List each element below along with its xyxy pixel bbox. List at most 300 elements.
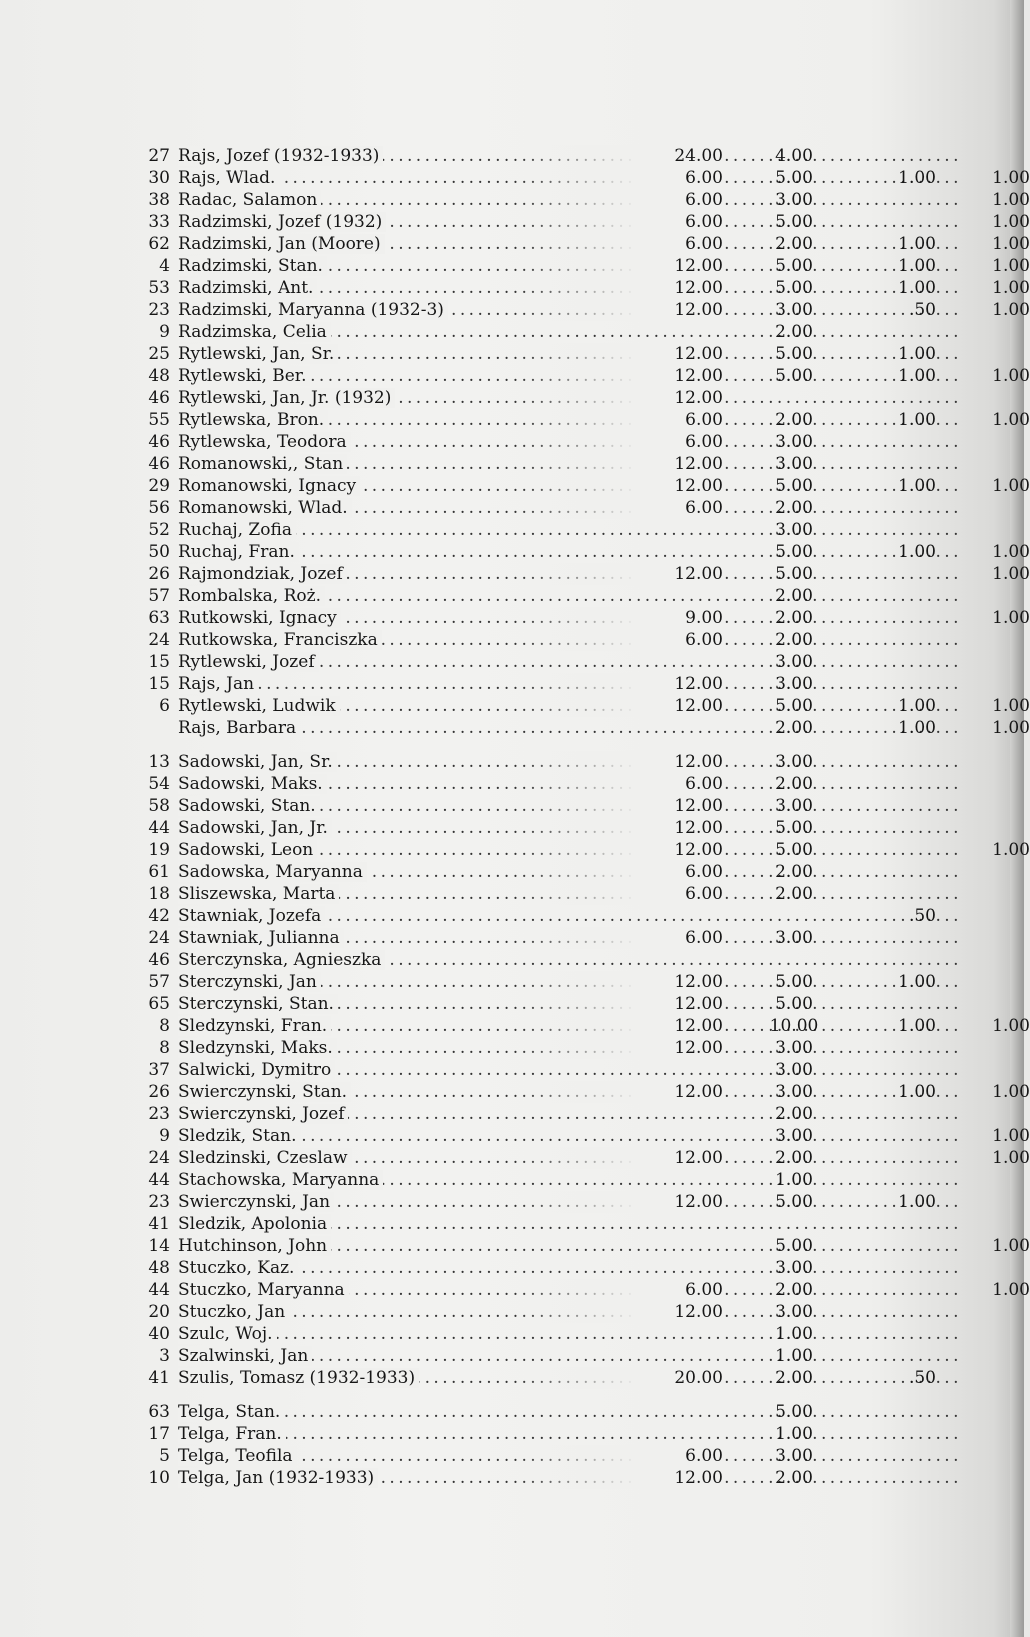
annual-dues-value: 6.00 [685, 884, 723, 904]
member-name: Swierczynski, Jozef [178, 1104, 348, 1124]
contribution-col2: 3.00 [775, 1126, 813, 1146]
member-number: 48 [148, 1258, 170, 1278]
annual-dues-value: 12.00 [674, 796, 723, 816]
member-name-cell [178, 949, 723, 971]
contribution-col2: 1.00 [775, 1346, 813, 1366]
member-number: 6 [159, 696, 170, 716]
member-number: 63 [148, 608, 170, 628]
annual-dues [518, 795, 723, 817]
annual-dues [518, 167, 723, 189]
contribution-col2: 1.00 [775, 1424, 813, 1444]
ledger-row [138, 167, 1030, 189]
annual-dues [518, 497, 723, 519]
member-number: 50 [148, 542, 170, 562]
annual-dues-value: 6.00 [685, 212, 723, 232]
ledger-row [138, 695, 1030, 717]
member-number: 3 [159, 1346, 170, 1366]
contribution-col4: 1.00 [992, 840, 1030, 860]
member-name: Romanowski,, Stan [178, 454, 347, 474]
contribution-col4: 1.00 [992, 476, 1030, 496]
annual-dues [518, 1301, 723, 1323]
member-number: 23 [148, 1104, 170, 1124]
contribution-col2: 5.00 [775, 476, 813, 496]
member-name-cell [178, 1103, 723, 1125]
member-name-cell [178, 1059, 723, 1081]
contribution-col2: 5.00 [775, 564, 813, 584]
annual-dues [518, 673, 723, 695]
member-number: 26 [148, 564, 170, 584]
ledger-row [138, 1037, 938, 1059]
member-name: Sterczynska, Agnieszka [178, 950, 385, 970]
member-name: Swierczynski, Stan. [178, 1082, 351, 1102]
annual-dues-value: 9.00 [685, 608, 723, 628]
annual-dues [518, 233, 723, 255]
member-number: 57 [148, 972, 170, 992]
contribution-col2: 2.00 [775, 1148, 813, 1168]
member-name: Hutchinson, John [178, 1236, 331, 1256]
ledger-row [138, 1445, 938, 1467]
member-name: Sadowska, Maryanna [178, 862, 367, 882]
annual-dues [518, 387, 723, 409]
member-name: Rajs, Barbara [178, 718, 300, 738]
member-name: Sledzinski, Czeslaw [178, 1148, 352, 1168]
annual-dues [518, 629, 723, 651]
member-name: Szulis, Tomasz (1932-1933) [178, 1368, 419, 1388]
member-number: 44 [148, 1170, 170, 1190]
contribution-col2: 3.00 [775, 520, 813, 540]
contribution-col2: 2.00 [775, 774, 813, 794]
member-name: Radzimski, Maryanna (1932-3) [178, 300, 448, 320]
member-name: Rutkowska, Franciszka [178, 630, 382, 650]
annual-dues [518, 607, 723, 629]
member-name-cell [178, 1257, 723, 1279]
member-name-cell [178, 321, 723, 343]
contribution-col2: 1.00 [775, 1324, 813, 1344]
annual-dues [518, 255, 723, 277]
annual-dues [518, 883, 723, 905]
annual-dues-value: 12.00 [674, 1302, 723, 1322]
ledger-row [138, 717, 1030, 739]
ledger-row [138, 883, 938, 905]
member-name: Sadowski, Stan. [178, 796, 320, 816]
member-number: 44 [148, 818, 170, 838]
member-name: Rutkowski, Ignacy [178, 608, 341, 628]
ledger-row [138, 1191, 938, 1213]
ledger-row [138, 927, 938, 949]
contribution-col4: 1.00 [992, 410, 1030, 430]
member-number: 53 [148, 278, 170, 298]
ledger-row [138, 1345, 938, 1367]
contribution-col2: 5.00 [775, 818, 813, 838]
contribution-col2: 5.00 [775, 542, 813, 562]
annual-dues-value: 12.00 [674, 1016, 723, 1036]
annual-dues-value: 12.00 [674, 1192, 723, 1212]
annual-dues-value: 12.00 [674, 1148, 723, 1168]
member-number: 46 [148, 454, 170, 474]
contribution-col4: 1.00 [992, 168, 1030, 188]
member-number: 58 [148, 796, 170, 816]
annual-dues-value: 12.00 [674, 278, 723, 298]
ledger-row [138, 1467, 938, 1489]
member-number: 4 [159, 256, 170, 276]
ledger-row [138, 1103, 938, 1125]
contribution-col2: 2.00 [775, 322, 813, 342]
ledger-row [138, 1169, 938, 1191]
ledger-row [138, 949, 938, 971]
annual-dues [518, 751, 723, 773]
contribution-col3: 1.00 [898, 1016, 936, 1036]
annual-dues-value: 6.00 [685, 410, 723, 430]
ledger-row [138, 651, 938, 673]
annual-dues-value: 6.00 [685, 1280, 723, 1300]
ledger-row [138, 673, 938, 695]
annual-dues [518, 773, 723, 795]
contribution-col2: 3.00 [775, 674, 813, 694]
member-name: Rytlewski, Jan, Sr. [178, 344, 338, 364]
contribution-col3: .50 [908, 906, 936, 926]
contribution-col2: 2.00 [775, 586, 813, 606]
member-name: Sledzynski, Maks. [178, 1038, 337, 1058]
annual-dues-value: 12.00 [674, 256, 723, 276]
member-number: 17 [148, 1424, 170, 1444]
annual-dues-value: 6.00 [685, 168, 723, 188]
contribution-col2: 5.00 [775, 972, 813, 992]
contribution-col4: 1.00 [992, 564, 1030, 584]
member-name: Telga, Jan (1932-1933) [178, 1468, 378, 1488]
ledger-row [138, 255, 1030, 277]
member-name: Sadowski, Jan, Sr. [178, 752, 337, 772]
member-name-cell [178, 1323, 723, 1345]
annual-dues-value: 12.00 [674, 366, 723, 386]
ledger-row [138, 1323, 938, 1345]
member-name: Szulc, Woj. [178, 1324, 277, 1344]
ledger-row [138, 1257, 938, 1279]
contribution-col3: 1.00 [898, 476, 936, 496]
annual-dues [518, 145, 723, 167]
annual-dues [518, 1037, 723, 1059]
annual-dues-value: 12.00 [674, 674, 723, 694]
member-name-cell [178, 519, 723, 541]
contribution-col3: 1.00 [898, 366, 936, 386]
ledger-row [138, 145, 938, 167]
contribution-col2: 5.00 [775, 696, 813, 716]
ledger-row [138, 1213, 938, 1235]
annual-dues-value: 12.00 [674, 1038, 723, 1058]
contribution-col3: 1.00 [898, 1192, 936, 1212]
member-number: 46 [148, 388, 170, 408]
contribution-col2: 5.00 [775, 212, 813, 232]
member-name-cell [178, 1169, 723, 1191]
annual-dues-value: 12.00 [674, 1082, 723, 1102]
member-number: 27 [148, 146, 170, 166]
member-number: 9 [159, 1126, 170, 1146]
contribution-col2: 3.00 [775, 190, 813, 210]
annual-dues [518, 695, 723, 717]
ledger-row [138, 1301, 938, 1323]
contribution-col3: 1.00 [898, 234, 936, 254]
contribution-col4: 1.00 [992, 212, 1030, 232]
ledger-row [138, 861, 938, 883]
member-number: 63 [148, 1402, 170, 1422]
member-name: Sliszewska, Marta [178, 884, 339, 904]
member-name: Radac, Salamon [178, 190, 321, 210]
contribution-col2: 2.00 [775, 234, 813, 254]
member-number: 55 [148, 410, 170, 430]
member-name: Rajmondziak, Jozef [178, 564, 347, 584]
member-number: 23 [148, 300, 170, 320]
annual-dues [518, 453, 723, 475]
annual-dues [518, 1279, 723, 1301]
ledger-row [138, 1401, 938, 1423]
ledger-row [138, 1235, 1030, 1257]
contribution-col2: 2.00 [775, 630, 813, 650]
ledger-row [138, 817, 938, 839]
member-number: 65 [148, 994, 170, 1014]
contribution-col3: 1.00 [898, 168, 936, 188]
member-name: Sadowski, Jan, Jr. [178, 818, 332, 838]
member-name: Romanowski, Wlad. [178, 498, 352, 518]
contribution-col3: 1.00 [898, 972, 936, 992]
annual-dues [518, 1015, 723, 1037]
annual-dues-value: 12.00 [674, 454, 723, 474]
member-number: 56 [148, 498, 170, 518]
annual-dues-value: 6.00 [685, 190, 723, 210]
member-name: Stuczko, Kaz. [178, 1258, 298, 1278]
member-name: Stuczko, Maryanna [178, 1280, 349, 1300]
member-name-cell [178, 717, 723, 739]
member-name: Rytlewska, Teodora [178, 432, 351, 452]
contribution-col2: 3.00 [775, 796, 813, 816]
annual-dues [518, 971, 723, 993]
annual-dues [518, 839, 723, 861]
contribution-col2: 2.00 [775, 884, 813, 904]
contribution-col2: 2.00 [775, 718, 813, 738]
contribution-col2: 3.00 [775, 1082, 813, 1102]
ledger-row [138, 277, 1030, 299]
contribution-col2: 5.00 [775, 1236, 813, 1256]
member-number: 44 [148, 1280, 170, 1300]
member-number: 46 [148, 432, 170, 452]
member-name: Sterczynski, Jan [178, 972, 321, 992]
member-name: Romanowski, Ignacy [178, 476, 360, 496]
member-name: Ruchaj, Zofia [178, 520, 296, 540]
contribution-col2: 3.00 [775, 1258, 813, 1278]
contribution-col3: 1.00 [898, 278, 936, 298]
member-name: Rytlewski, Ber. [178, 366, 310, 386]
ledger-row [138, 563, 1030, 585]
contribution-col3: 1.00 [898, 718, 936, 738]
contribution-col3: 1.00 [898, 344, 936, 364]
annual-dues [518, 1081, 723, 1103]
member-number: 10 [148, 1468, 170, 1488]
annual-dues [518, 431, 723, 453]
ledger-row [138, 1015, 1030, 1037]
member-name: Sledzik, Stan. [178, 1126, 301, 1146]
ledger-row [138, 1423, 938, 1445]
ledger-row [138, 299, 1030, 321]
member-number: 33 [148, 212, 170, 232]
ledger-row [138, 189, 1030, 211]
annual-dues-value: 6.00 [685, 1446, 723, 1466]
member-name-cell [178, 905, 723, 927]
member-number: 14 [148, 1236, 170, 1256]
annual-dues [518, 563, 723, 585]
annual-dues-value: 12.00 [674, 840, 723, 860]
member-number: 54 [148, 774, 170, 794]
contribution-col4: 1.00 [992, 1148, 1030, 1168]
annual-dues [518, 189, 723, 211]
member-name: Stawniak, Julianna [178, 928, 344, 948]
member-number: 9 [159, 322, 170, 342]
contribution-col2: 3.00 [775, 652, 813, 672]
member-name: Sledzik, Apolonia [178, 1214, 331, 1234]
member-number: 15 [148, 652, 170, 672]
ledger-row [138, 387, 938, 409]
contribution-col3: 1.00 [898, 256, 936, 276]
member-name: Rajs, Wlad. [178, 168, 279, 188]
member-name: Telga, Teofila [178, 1446, 297, 1466]
contribution-col2: 3.00 [775, 300, 813, 320]
ledger-row [138, 541, 1030, 563]
member-number: 42 [148, 906, 170, 926]
member-name: Stawniak, Jozefa [178, 906, 325, 926]
contribution-col2: 3.00 [775, 1038, 813, 1058]
annual-dues [518, 365, 723, 387]
annual-dues-value: 12.00 [674, 564, 723, 584]
annual-dues [518, 861, 723, 883]
annual-dues [518, 343, 723, 365]
annual-dues-value: 6.00 [685, 862, 723, 882]
ledger-row [138, 751, 938, 773]
contribution-col4: 1.00 [992, 696, 1030, 716]
ledger-row [138, 519, 938, 541]
ledger-row [138, 607, 1030, 629]
contribution-col2: 2.00 [775, 1368, 813, 1388]
contribution-col3: 1.00 [898, 542, 936, 562]
annual-dues-value: 6.00 [685, 928, 723, 948]
annual-dues-value: 6.00 [685, 498, 723, 518]
contribution-col2: 5.00 [775, 344, 813, 364]
ledger-row [138, 1081, 1030, 1103]
member-name-cell [178, 541, 723, 563]
contribution-col4: 1.00 [992, 190, 1030, 210]
member-name: Sadowski, Leon [178, 840, 317, 860]
ledger-row [138, 993, 938, 1015]
member-name-cell [178, 585, 723, 607]
member-number: 23 [148, 1192, 170, 1212]
ledger-row [138, 343, 938, 365]
member-name: Telga, Fran. [178, 1424, 286, 1444]
annual-dues [518, 817, 723, 839]
ledger-row [138, 233, 1030, 255]
ledger-row [138, 629, 938, 651]
member-number: 18 [148, 884, 170, 904]
contribution-col2: 2.00 [775, 1280, 813, 1300]
contribution-col2: 1.00 [775, 1170, 813, 1190]
contribution-col2: 5.00 [775, 168, 813, 188]
contribution-col2: 3.00 [775, 928, 813, 948]
member-number: 52 [148, 520, 170, 540]
member-name: Szalwinski, Jan [178, 1346, 312, 1366]
member-number: 24 [148, 1148, 170, 1168]
member-number: 37 [148, 1060, 170, 1080]
annual-dues-value: 12.00 [674, 994, 723, 1014]
annual-dues-value: 6.00 [685, 774, 723, 794]
ledger-row [138, 431, 938, 453]
member-number: 8 [159, 1038, 170, 1058]
annual-dues-value: 12.00 [674, 752, 723, 772]
ledger-row [138, 321, 938, 343]
member-name: Radzimska, Celia [178, 322, 331, 342]
annual-dues [518, 409, 723, 431]
member-name: Radzimski, Jan (Moore) [178, 234, 385, 254]
member-number: 24 [148, 928, 170, 948]
annual-dues-value: 12.00 [674, 972, 723, 992]
member-name-cell [178, 1401, 723, 1423]
member-number: 62 [148, 234, 170, 254]
member-number: 61 [148, 862, 170, 882]
annual-dues [518, 1367, 723, 1389]
contribution-col2: 3.00 [775, 1446, 813, 1466]
contribution-col4: 1.00 [992, 608, 1030, 628]
ledger-row [138, 585, 938, 607]
ledger-row [138, 971, 938, 993]
contribution-col2: 5.00 [775, 366, 813, 386]
contribution-col2: 3.00 [775, 454, 813, 474]
annual-dues-value: 12.00 [674, 300, 723, 320]
member-name: Rytlewski, Ludwik [178, 696, 340, 716]
member-name: Stachowska, Maryanna [178, 1170, 383, 1190]
annual-dues [518, 211, 723, 233]
member-name: Sledzynski, Fran. [178, 1016, 331, 1036]
contribution-col2: 2.00 [775, 1468, 813, 1488]
contribution-col4: 1.00 [992, 1280, 1030, 1300]
annual-dues [518, 993, 723, 1015]
member-number: 41 [148, 1368, 170, 1388]
member-name: Sterczynski, Stan. [178, 994, 338, 1014]
member-name-cell [178, 651, 723, 673]
member-name: Rytlewski, Jan, Jr. (1932) [178, 388, 395, 408]
member-name: Sadowski, Maks. [178, 774, 327, 794]
annual-dues-value: 12.00 [674, 388, 723, 408]
contribution-col2: 3.00 [775, 1302, 813, 1322]
ledger-row [138, 795, 938, 817]
member-number: 46 [148, 950, 170, 970]
member-name: Telga, Stan. [178, 1402, 284, 1422]
member-number: 20 [148, 1302, 170, 1322]
contribution-col2: 10.00 [769, 1016, 819, 1036]
member-name: Rombalska, Roż. [178, 586, 325, 606]
member-number: 24 [148, 630, 170, 650]
member-name: Rajs, Jan [178, 674, 258, 694]
contribution-col2: 5.00 [775, 256, 813, 276]
member-number: 30 [148, 168, 170, 188]
contribution-col2: 2.00 [775, 410, 813, 430]
annual-dues-value: 6.00 [685, 432, 723, 452]
contribution-col4: 1.00 [992, 300, 1030, 320]
member-number: 19 [148, 840, 170, 860]
contribution-col2: 5.00 [775, 278, 813, 298]
member-number: 26 [148, 1082, 170, 1102]
contribution-col2: 2.00 [775, 608, 813, 628]
member-number: 38 [148, 190, 170, 210]
contribution-col2: 2.00 [775, 862, 813, 882]
contribution-col2: 3.00 [775, 432, 813, 452]
ledger-row [138, 905, 938, 927]
contribution-col4: 1.00 [992, 1016, 1030, 1036]
contribution-col3: 1.00 [898, 410, 936, 430]
contribution-col2: 5.00 [775, 840, 813, 860]
